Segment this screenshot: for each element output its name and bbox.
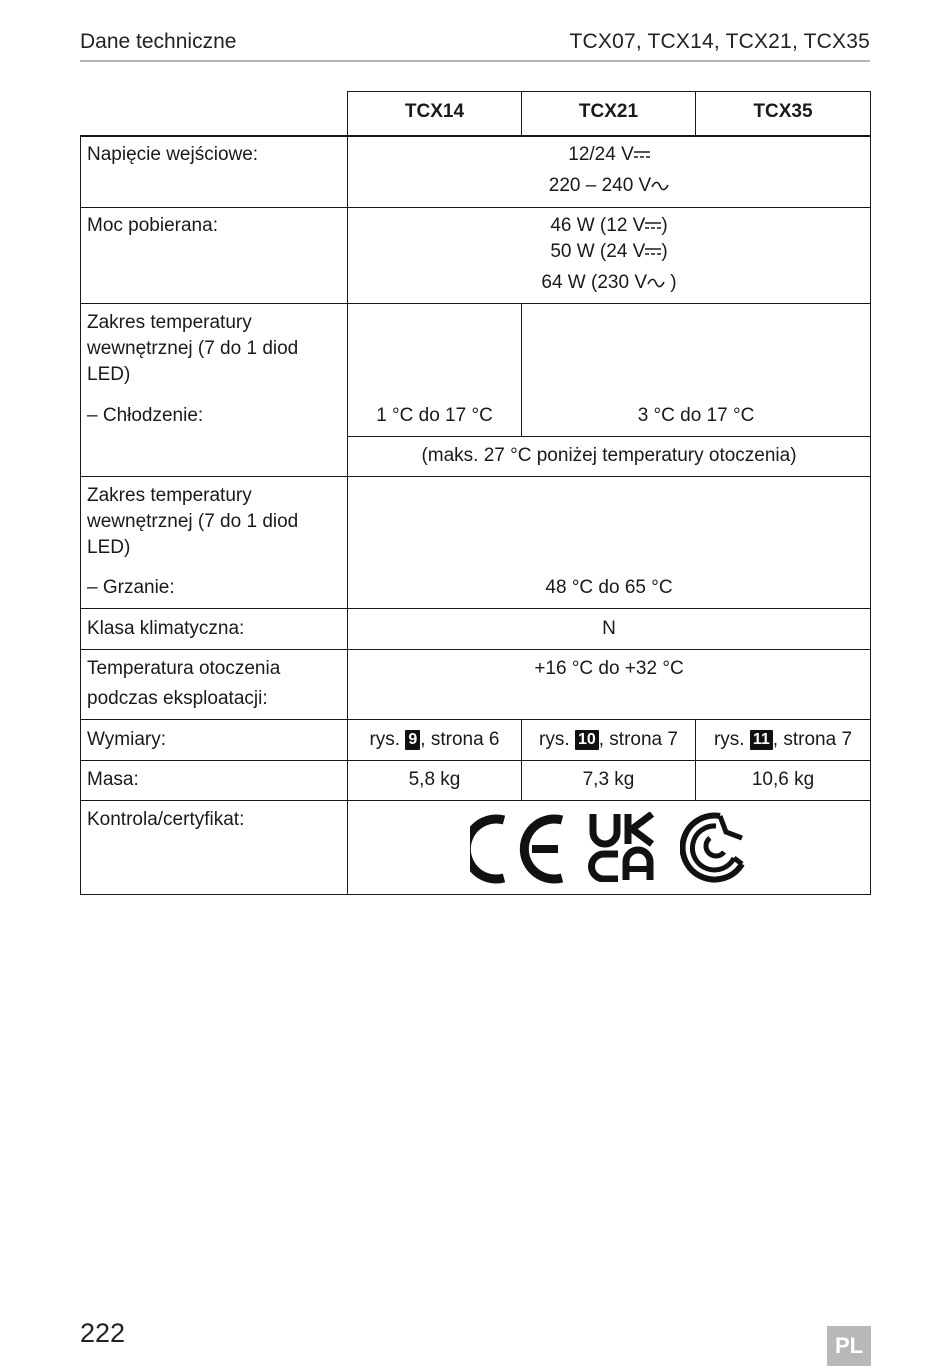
dimensions-prefix: rys. xyxy=(539,729,570,750)
dimensions-tcx21 xyxy=(522,727,695,753)
row-label-dimensions: Wymiary: xyxy=(87,729,166,750)
figure-ref-badge: 11 xyxy=(750,730,773,750)
table-border xyxy=(870,91,871,895)
table-border xyxy=(80,649,871,650)
table-border xyxy=(80,760,871,761)
rcm-mark-icon xyxy=(680,812,750,884)
row-label-certification: Kontrola/certyfikat: xyxy=(87,809,245,830)
header-divider xyxy=(80,60,870,62)
section-title: Dane techniczne xyxy=(80,30,237,53)
row-label-ambient-line1: Temperatura otoczenia xyxy=(87,658,281,679)
table-border xyxy=(80,135,871,137)
climate-class-value: N xyxy=(602,618,616,639)
row-label-heating-line2: wewnętrznej (7 do 1 diod xyxy=(87,511,299,532)
table-border xyxy=(80,894,871,895)
table-border xyxy=(80,476,871,477)
row-label-cooling-line3: LED) xyxy=(87,364,131,385)
dimensions-page-ref: , strona 6 xyxy=(420,729,500,750)
ac-symbol-icon xyxy=(651,180,669,192)
row-label-cooling-line1: Zakres temperatury xyxy=(87,312,252,333)
page-number: 222 xyxy=(80,1318,126,1348)
weight-tcx14: 5,8 kg xyxy=(408,769,461,790)
cooling-range-tcx21-tcx35: 3 °C do 17 °C xyxy=(637,405,755,426)
table-border xyxy=(80,800,871,801)
power-24v-text: 50 W (24 V xyxy=(550,241,646,262)
ambient-temp-value: +16 °C do +32 °C xyxy=(534,658,684,679)
table-border xyxy=(347,436,871,437)
weight-tcx21: 7,3 kg xyxy=(582,769,635,790)
heating-range: 48 °C do 65 °C xyxy=(545,577,673,598)
language-badge: PL xyxy=(827,1326,871,1366)
model-list: TCX07, TCX14, TCX21, TCX35 xyxy=(569,30,870,53)
row-label-ambient-line2: podczas eksploatacji: xyxy=(87,688,268,709)
dc-symbol-icon xyxy=(645,220,661,232)
dimensions-page-ref: , strona 7 xyxy=(772,729,853,750)
row-sublabel-heating: – Grzanie: xyxy=(87,577,175,598)
dimensions-tcx35 xyxy=(696,727,870,753)
dimensions-prefix: rys. xyxy=(369,729,401,750)
cooling-note: (maks. 27 °C poniżej temperatury otoczenia) xyxy=(421,445,797,466)
row-label-heating-line1: Zakres temperatury xyxy=(87,485,252,506)
power-230v-text: 64 W (230 V xyxy=(541,272,647,293)
ce-mark-icon xyxy=(470,814,566,884)
row-label-cooling-line2: wewnętrznej (7 do 1 diod xyxy=(87,338,299,359)
power-230v: 64 W (230 V ) xyxy=(541,272,677,293)
figure-ref-badge: 10 xyxy=(575,730,599,750)
table-border xyxy=(80,608,871,609)
figure-ref-badge: 9 xyxy=(405,730,420,750)
power-24v: 50 W (24 V ) xyxy=(550,241,668,262)
table-border xyxy=(80,135,81,895)
dimensions-page-ref: , strona 7 xyxy=(598,729,678,750)
row-label-climate-class: Klasa klimatyczna: xyxy=(87,618,245,639)
table-border xyxy=(80,719,871,720)
input-voltage-dc-text: 12/24 V xyxy=(568,144,634,165)
table-border xyxy=(80,303,871,304)
column-header-tcx35: TCX35 xyxy=(753,101,813,122)
input-voltage-dc xyxy=(348,142,870,168)
ac-symbol-icon xyxy=(647,277,665,289)
dimensions-tcx14 xyxy=(348,727,521,753)
weight-tcx35: 10,6 kg xyxy=(751,769,815,790)
row-sublabel-cooling: – Chłodzenie: xyxy=(87,405,204,426)
input-voltage-ac xyxy=(348,173,870,199)
cooling-range-tcx14: 1 °C do 17 °C xyxy=(376,405,493,426)
ukca-mark-icon xyxy=(588,812,658,882)
table-border xyxy=(347,91,871,92)
table-border xyxy=(80,207,871,208)
column-header-tcx14: TCX14 xyxy=(404,101,465,122)
dc-symbol-icon xyxy=(645,246,661,258)
input-voltage-ac-text: 220 – 240 V xyxy=(548,175,652,196)
row-label-input-voltage: Napięcie wejściowe: xyxy=(87,144,259,165)
row-label-weight: Masa: xyxy=(87,769,139,790)
power-12v: 46 W (12 V ) xyxy=(550,215,668,236)
row-label-power: Moc pobierana: xyxy=(87,215,218,236)
row-label-heating-line3: LED) xyxy=(87,537,131,558)
dimensions-prefix: rys. xyxy=(713,729,745,750)
column-header-tcx21: TCX21 xyxy=(578,101,639,122)
power-12v-text: 46 W (12 V xyxy=(550,215,646,236)
dc-symbol-icon xyxy=(634,149,650,161)
